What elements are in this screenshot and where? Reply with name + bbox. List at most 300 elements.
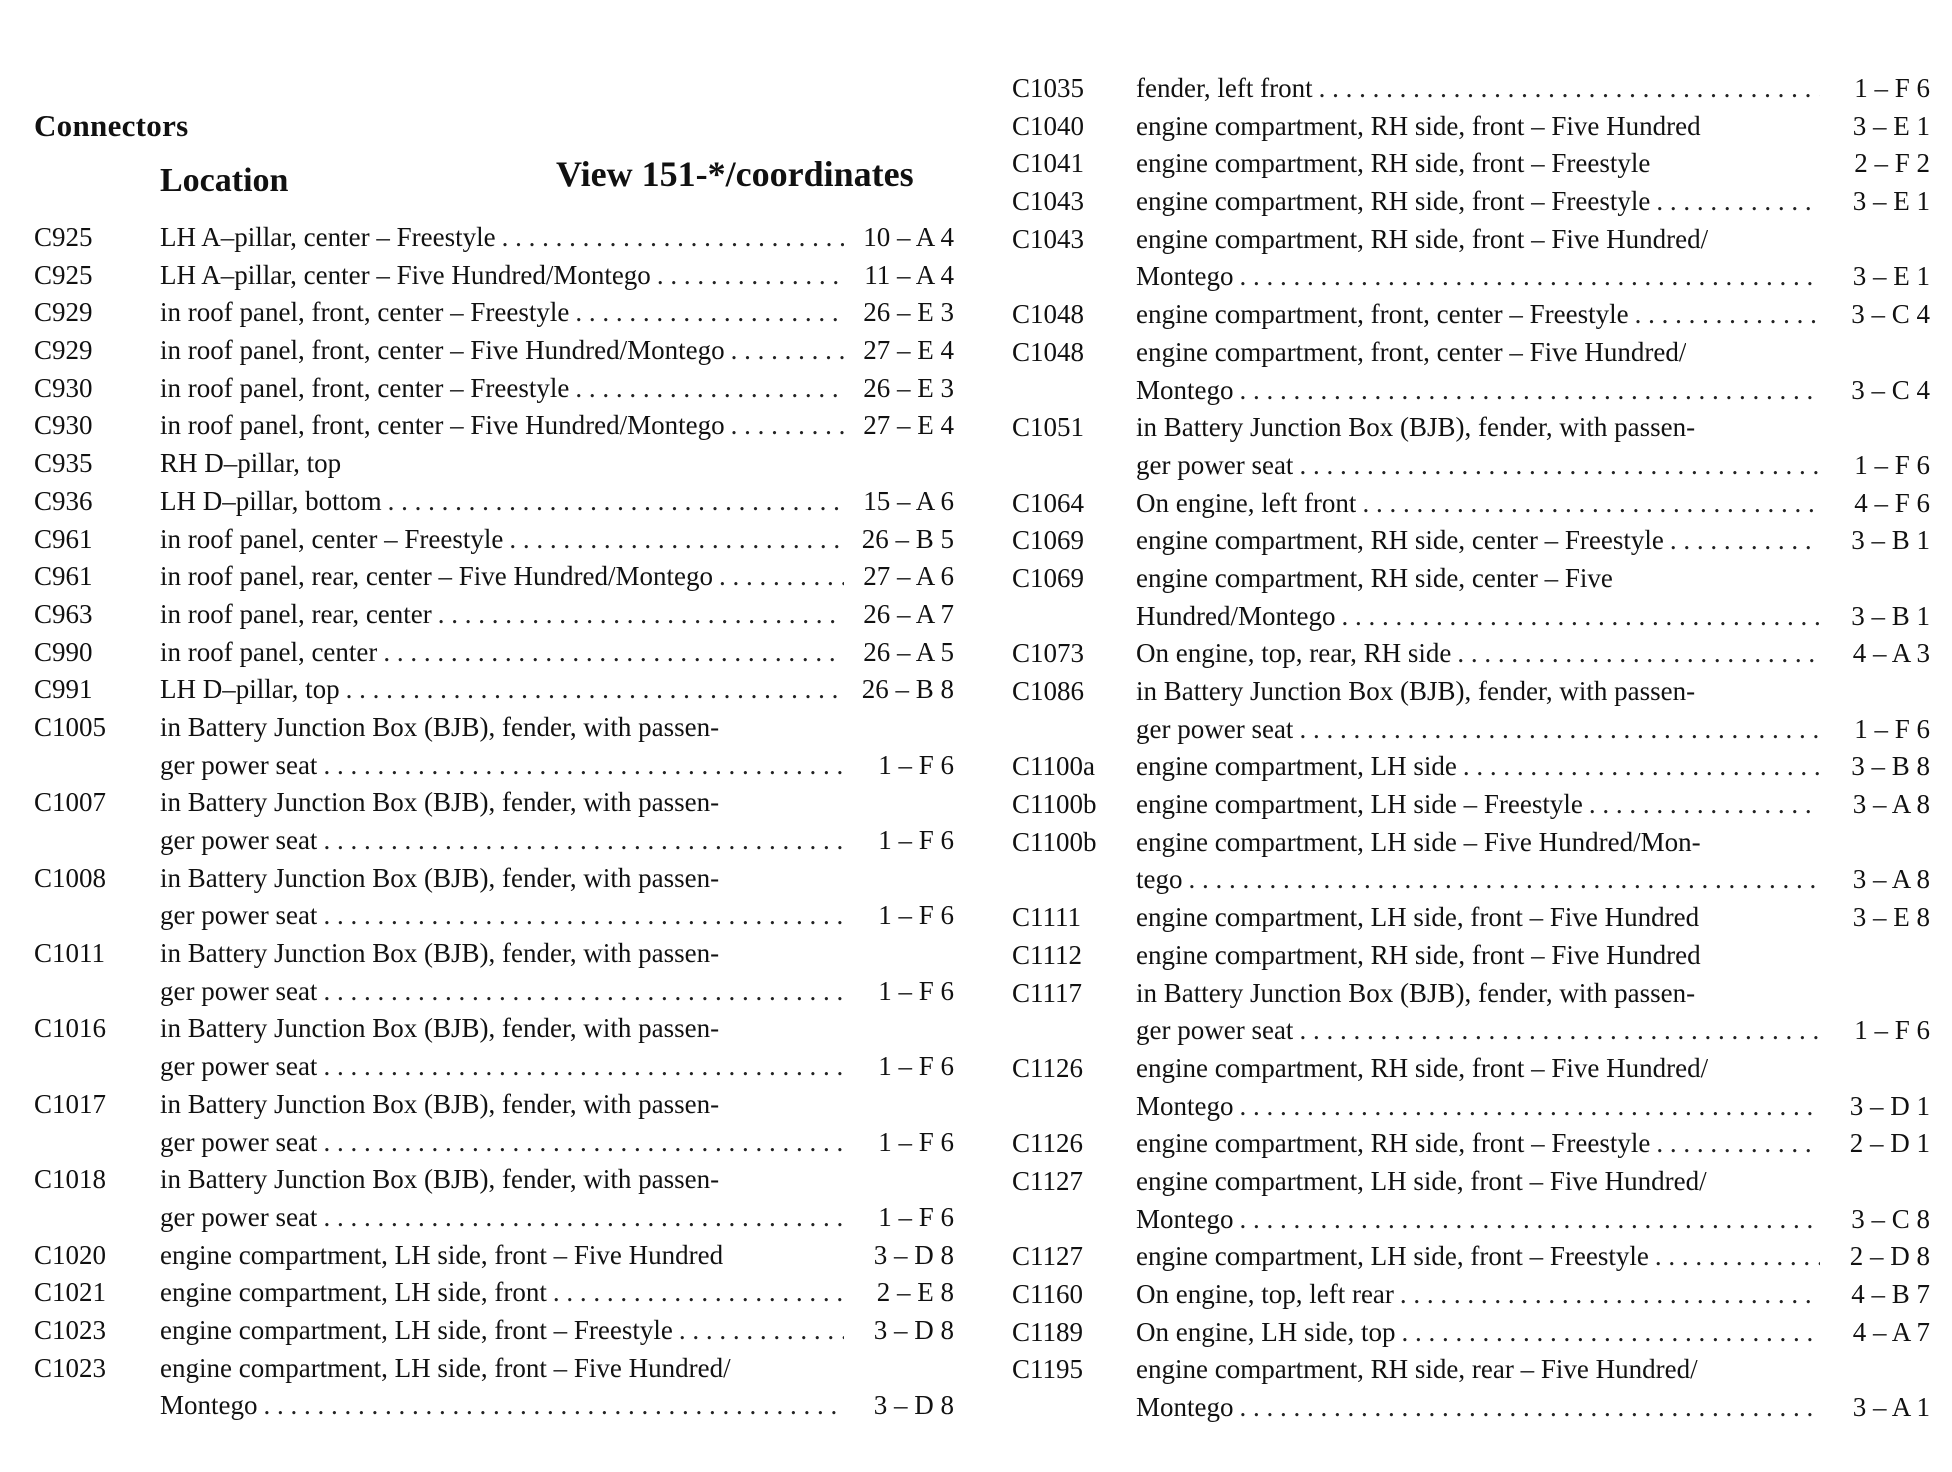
view-coordinate: 26 – B 8	[861, 674, 954, 705]
location-cell	[1136, 70, 1826, 108]
connector-code: C1040	[1012, 110, 1085, 141]
connector-code: C1048	[1012, 299, 1085, 330]
view-coordinate: 11 – A 4	[864, 259, 954, 290]
view-coordinate: 4 – B 7	[1851, 1279, 1930, 1309]
location-cell	[1136, 296, 1826, 334]
dot-leader	[1401, 1314, 1820, 1352]
dot-leader	[323, 1124, 844, 1162]
connector-entry	[34, 219, 954, 257]
connector-location: engine compartment, RH side, front – Freestyle	[1136, 148, 1651, 179]
connector-location: ger power seat	[160, 825, 318, 855]
connector-entry-line	[1012, 70, 1932, 108]
connector-location: engine compartment, RH side, front – Five Hundred/	[1136, 223, 1709, 254]
location-cell	[1136, 258, 1826, 296]
connector-entry	[1012, 673, 1932, 748]
connector-entry-line	[34, 1010, 954, 1048]
location-cell	[160, 521, 850, 559]
connector-location: Montego	[1136, 374, 1234, 405]
connector-location: Montego	[1136, 1392, 1234, 1423]
connector-entry-line	[1012, 975, 1932, 1013]
connector-code: C1020	[34, 1239, 107, 1270]
connector-entry-line	[34, 747, 954, 785]
connector-entry	[34, 1010, 954, 1085]
connector-entry-line	[34, 709, 954, 747]
connector-entry	[34, 784, 954, 859]
connector-entry-line	[34, 860, 954, 898]
location-cell	[1136, 1314, 1826, 1352]
connector-code: C1195	[1012, 1354, 1084, 1385]
connector-location: engine compartment, LH side, front – Five Hundred	[1136, 902, 1700, 933]
connector-entry	[1012, 70, 1932, 108]
connector-code: C1189	[1012, 1316, 1084, 1347]
connector-entry	[34, 332, 954, 370]
connector-location: Hundred/Montego	[1136, 600, 1336, 631]
connector-entry-line	[34, 1086, 954, 1124]
connector-location: ger power seat	[1136, 449, 1294, 480]
location-cell	[1136, 409, 1826, 447]
location-cell	[160, 1048, 850, 1086]
connector-entry	[1012, 824, 1932, 899]
view-coordinate: 3 – A 8	[1852, 864, 1930, 895]
connector-entry	[34, 671, 954, 709]
location-cell	[160, 407, 850, 445]
dot-leader	[719, 558, 844, 596]
connector-list-left	[34, 219, 954, 1425]
connector-location: LH A–pillar, center – Five Hundred/Montego	[160, 259, 651, 290]
view-coordinate: 26 – B 5	[861, 523, 954, 554]
view-coordinate: 3 – D 8	[873, 1390, 954, 1421]
location-cell	[1136, 1125, 1826, 1163]
view-coordinate: 1 – F 6	[878, 1201, 954, 1232]
location-cell	[1136, 372, 1826, 410]
connector-code: C1043	[1012, 186, 1085, 217]
connector-code: C935	[34, 448, 93, 479]
location-cell	[1136, 1389, 1826, 1427]
dot-leader	[323, 1199, 844, 1237]
connector-entry-line	[1012, 485, 1932, 523]
location-cell	[160, 1350, 850, 1388]
dot-leader	[323, 822, 844, 860]
connector-entry-line	[1012, 598, 1932, 636]
connector-entry	[1012, 635, 1932, 673]
view-coordinate: 3 – C 8	[1851, 1203, 1930, 1234]
connector-location: engine compartment, LH side	[1136, 751, 1457, 782]
connector-entry	[34, 935, 954, 1010]
connector-entry-line	[1012, 1314, 1932, 1352]
connector-location: in roof panel, center	[160, 636, 378, 667]
connector-location: fender, left front	[1136, 73, 1313, 103]
connector-code: C930	[34, 372, 93, 403]
connector-entry	[1012, 485, 1932, 523]
connector-entry	[1012, 1050, 1932, 1125]
dot-leader	[1189, 861, 1821, 899]
connector-entry-line	[1012, 1201, 1932, 1239]
connector-code: C1043	[1012, 223, 1085, 254]
view-coordinate: 1 – F 6	[1854, 1015, 1930, 1046]
connector-code: C1021	[34, 1277, 107, 1308]
connector-entry-line	[1012, 748, 1932, 786]
connector-entry-line	[34, 521, 954, 559]
view-coordinate: 15 – A 6	[863, 485, 954, 516]
view-coordinate: 3 – C 4	[1851, 299, 1930, 330]
dot-leader	[1635, 296, 1820, 334]
dot-leader	[657, 257, 844, 295]
connector-location: engine compartment, LH side, front – Five Hundred/	[1136, 1165, 1707, 1196]
view-coordinate: 27 – A 6	[863, 561, 954, 592]
dot-leader	[1299, 447, 1820, 485]
connector-code: C1023	[34, 1314, 107, 1345]
dot-leader	[323, 747, 844, 785]
view-coordinate: 3 – A 1	[1852, 1392, 1930, 1423]
connector-code: C1086	[1012, 676, 1085, 706]
connector-location: engine compartment, LH side, front	[160, 1277, 547, 1308]
location-cell	[1136, 975, 1826, 1013]
view-coordinate: 26 – A 7	[863, 598, 954, 629]
location-cell	[160, 747, 850, 785]
dot-leader	[575, 370, 844, 408]
connector-entry	[1012, 108, 1932, 146]
location-cell	[1136, 1163, 1826, 1201]
connector-location: engine compartment, front, center – Five Hundred/	[1136, 336, 1687, 367]
dot-leader	[1240, 1088, 1821, 1126]
connector-code: C1160	[1012, 1279, 1084, 1309]
connector-entry-line	[34, 483, 954, 521]
connector-entry-line	[34, 332, 954, 370]
connector-entry-line	[1012, 372, 1932, 410]
connector-code: C1051	[1012, 412, 1085, 443]
connector-code: C1007	[34, 787, 107, 818]
connector-entry-line	[34, 935, 954, 973]
connector-entry-line	[1012, 824, 1932, 862]
view-coordinate: 10 – A 4	[863, 222, 954, 252]
view-coordinate: 2 – D 1	[1849, 1128, 1930, 1159]
connector-location: Montego	[1136, 1090, 1234, 1121]
connector-location: engine compartment, RH side, center – Five	[1136, 562, 1613, 593]
connector-code: C1126	[1012, 1052, 1084, 1083]
connector-entry-line	[34, 1312, 954, 1350]
location-cell	[1136, 1088, 1826, 1126]
connector-entry-line	[34, 445, 954, 483]
connector-entry	[1012, 221, 1932, 296]
dot-leader	[323, 1048, 844, 1086]
location-cell	[1136, 183, 1826, 221]
connector-location: engine compartment, RH side, front – Five Hundred	[1136, 939, 1701, 970]
view-coordinate: 1 – F 6	[878, 749, 954, 780]
connector-location: engine compartment, RH side, rear – Five Hundred/	[1136, 1354, 1698, 1385]
view-coordinate: 3 – A 8	[1852, 789, 1930, 820]
location-cell	[1136, 560, 1826, 598]
connector-entry-line	[1012, 447, 1932, 485]
dot-leader	[383, 634, 844, 672]
connector-location: RH D–pillar, top	[160, 448, 342, 479]
connector-code: C990	[34, 636, 93, 667]
connector-entry	[1012, 145, 1932, 183]
connector-entry-line	[34, 257, 954, 295]
view-coordinate: 1 – F 6	[1854, 73, 1930, 103]
connector-entry	[34, 1312, 954, 1350]
connector-entry-line	[34, 1124, 954, 1162]
connector-location: in roof panel, front, center – Freestyle	[160, 297, 570, 328]
connector-code: C961	[34, 561, 93, 592]
connector-entry-line	[34, 294, 954, 332]
view-coordinate: 3 – B 1	[1851, 525, 1930, 556]
location-cell	[160, 332, 850, 370]
connector-entry-line	[34, 1161, 954, 1199]
connector-code: C991	[34, 674, 93, 705]
view-coordinate: 27 – E 4	[863, 335, 954, 366]
location-cell	[160, 483, 850, 521]
connector-code: C1100b	[1012, 789, 1097, 820]
dot-leader	[1341, 598, 1820, 636]
location-cell	[1136, 899, 1826, 937]
connector-location: in Battery Junction Box (BJB), fender, with passen-	[160, 862, 720, 893]
connector-code: C1100b	[1012, 826, 1097, 857]
connector-entry	[34, 521, 954, 559]
connector-location: engine compartment, RH side, front – Freestyle	[1136, 1128, 1651, 1159]
connector-location: in Battery Junction Box (BJB), fender, with passen-	[160, 1088, 720, 1119]
location-cell	[1136, 334, 1826, 372]
connector-code: C1117	[1012, 977, 1083, 1008]
view-coordinate: 1 – F 6	[878, 975, 954, 1006]
connector-entry-line	[34, 671, 954, 709]
dot-leader	[1240, 258, 1821, 296]
view-coordinate: 1 – F 6	[1854, 449, 1930, 480]
view-coordinate: 3 – B 8	[1851, 751, 1930, 782]
connector-entry	[1012, 786, 1932, 824]
connector-entry-line	[1012, 1050, 1932, 1088]
connector-location: in Battery Junction Box (BJB), fender, with passen-	[160, 1013, 720, 1044]
location-cell	[160, 445, 850, 483]
connector-code: C1127	[1012, 1241, 1084, 1272]
view-coordinate: 26 – E 3	[863, 372, 954, 403]
location-cell	[160, 634, 850, 672]
dot-leader	[323, 897, 844, 935]
location-cell	[160, 822, 850, 860]
view-coordinate: 3 – E 8	[1852, 902, 1930, 933]
view-coordinate: 1 – F 6	[878, 1051, 954, 1082]
location-cell	[160, 1312, 850, 1350]
location-cell	[1136, 522, 1826, 560]
connector-entry	[34, 860, 954, 935]
connector-entry	[34, 558, 954, 596]
dot-leader	[438, 596, 844, 634]
dot-leader	[509, 521, 844, 559]
connector-code: C961	[34, 523, 93, 554]
dot-leader	[1362, 485, 1820, 523]
section-title: Connectors	[34, 108, 189, 143]
location-cell	[1136, 108, 1826, 146]
connector-entry-line	[34, 1237, 954, 1275]
location-cell	[1136, 748, 1826, 786]
connector-location: engine compartment, LH side, front – Freestyle	[160, 1314, 673, 1345]
location-cell	[1136, 635, 1826, 673]
view-coordinate: 3 – D 8	[873, 1239, 954, 1270]
connector-entry	[1012, 1163, 1932, 1238]
location-cell	[1136, 145, 1826, 183]
connector-location: engine compartment, RH side, front – Five Hundred/	[1136, 1052, 1709, 1083]
location-cell	[160, 294, 850, 332]
location-cell	[1136, 1201, 1826, 1239]
dot-leader	[388, 483, 844, 521]
location-cell	[160, 257, 850, 295]
connector-code: C1111	[1012, 902, 1082, 933]
location-cell	[1136, 447, 1826, 485]
connector-entry-line	[34, 1199, 954, 1237]
location-cell	[1136, 673, 1826, 711]
connector-entry-line	[1012, 560, 1932, 598]
connector-code: C1100a	[1012, 751, 1095, 782]
view-coordinate: 1 – F 6	[1854, 713, 1930, 744]
connector-entry	[1012, 409, 1932, 484]
connector-entry-line	[1012, 711, 1932, 749]
location-cell	[160, 558, 850, 596]
location-cell	[160, 671, 850, 709]
connector-location: On engine, LH side, top	[1136, 1316, 1396, 1347]
location-cell	[160, 370, 850, 408]
dot-leader	[575, 294, 844, 332]
connector-location: On engine, left front	[1136, 487, 1357, 518]
connector-code: C936	[34, 485, 93, 516]
connector-entry	[1012, 748, 1932, 786]
connector-location: ger power seat	[160, 1126, 318, 1157]
connector-code: C1011	[34, 938, 106, 969]
dot-leader	[679, 1312, 844, 1350]
dot-leader	[1670, 522, 1820, 560]
location-cell	[160, 1274, 850, 1312]
connector-code: C1069	[1012, 562, 1085, 593]
connector-entry-line	[1012, 1351, 1932, 1389]
connector-location: engine compartment, RH side, center – Freestyle	[1136, 525, 1664, 556]
connector-location: ger power seat	[160, 749, 318, 780]
connector-location: in Battery Junction Box (BJB), fender, with passen-	[160, 938, 720, 969]
location-cell	[1136, 937, 1826, 975]
view-coordinate: 2 – E 8	[876, 1277, 954, 1308]
connector-code: C1008	[34, 862, 107, 893]
location-cell	[160, 1010, 850, 1048]
connector-entry	[34, 634, 954, 672]
dot-leader	[1457, 635, 1820, 673]
connector-entry-line	[1012, 145, 1932, 183]
connector-code: C1064	[1012, 487, 1085, 518]
connector-code: C925	[34, 222, 93, 252]
location-cell	[1136, 1276, 1826, 1314]
location-cell	[160, 897, 850, 935]
dot-leader	[346, 671, 844, 709]
dot-leader	[1240, 1389, 1821, 1427]
dot-leader	[1319, 70, 1820, 108]
connector-location: tego	[1136, 864, 1183, 895]
connector-location: LH A–pillar, center – Freestyle	[160, 222, 496, 252]
connector-entry	[1012, 522, 1932, 560]
dot-leader	[1589, 786, 1820, 824]
connector-location: ger power seat	[1136, 1015, 1294, 1046]
view-coordinates-column-header: View 151-*/coordinates	[556, 154, 914, 194]
connector-entry-line	[1012, 937, 1932, 975]
location-cell	[1136, 221, 1826, 259]
location-cell	[1136, 485, 1826, 523]
location-cell	[160, 1387, 850, 1425]
view-coordinate: 2 – F 2	[1854, 148, 1930, 179]
dot-leader	[1655, 1238, 1820, 1276]
connector-entry-line	[1012, 673, 1932, 711]
connector-entry	[1012, 1238, 1932, 1276]
connector-entry	[1012, 937, 1932, 975]
connector-location: ger power seat	[160, 900, 318, 931]
dot-leader	[1299, 711, 1820, 749]
location-cell	[1136, 1351, 1826, 1389]
dot-leader	[1299, 1012, 1820, 1050]
connector-entry-line	[1012, 221, 1932, 259]
connector-entry	[1012, 975, 1932, 1050]
connector-entry-line	[34, 407, 954, 445]
connector-entry	[34, 1086, 954, 1161]
dot-leader	[1656, 1125, 1820, 1163]
view-coordinate: 4 – F 6	[1854, 487, 1930, 518]
connector-entry	[34, 257, 954, 295]
view-coordinate: 3 – C 4	[1851, 374, 1930, 405]
connector-code: C925	[34, 259, 93, 290]
connector-entry-line	[1012, 334, 1932, 372]
connector-code: C1048	[1012, 336, 1085, 367]
connector-entry-line	[1012, 1088, 1932, 1126]
connector-entry	[1012, 1314, 1932, 1352]
connector-code: C1023	[34, 1352, 107, 1383]
location-cell	[1136, 1238, 1826, 1276]
dot-leader	[1240, 372, 1821, 410]
connector-entry-line	[1012, 183, 1932, 221]
connector-location: in roof panel, rear, center – Five Hundred/Montego	[160, 561, 713, 592]
view-coordinate: 3 – D 1	[1849, 1090, 1930, 1121]
view-coordinate: 3 – E 1	[1852, 186, 1930, 217]
connector-location: engine compartment, RH side, front – Freestyle	[1136, 186, 1651, 217]
connector-location: in Battery Junction Box (BJB), fender, with passen-	[160, 1164, 720, 1195]
connector-code: C1018	[34, 1164, 107, 1195]
view-coordinate: 4 – A 7	[1852, 1316, 1930, 1347]
connector-location: in Battery Junction Box (BJB), fender, with passen-	[1136, 412, 1696, 443]
connector-code: C1127	[1012, 1165, 1084, 1196]
connector-location: engine compartment, LH side – Freestyle	[1136, 789, 1583, 820]
view-coordinate: 1 – F 6	[878, 825, 954, 855]
connector-location: Montego	[1136, 261, 1234, 292]
connector-location: in roof panel, center – Freestyle	[160, 523, 504, 554]
connector-entry	[34, 1237, 954, 1275]
view-coordinate: 4 – A 3	[1852, 638, 1930, 669]
connector-entry	[34, 1350, 954, 1425]
dot-leader	[731, 332, 844, 370]
view-coordinate: 1 – F 6	[878, 900, 954, 931]
connector-entry	[1012, 296, 1932, 334]
connector-location: ger power seat	[160, 975, 318, 1006]
dot-leader	[323, 973, 844, 1011]
connector-location: in Battery Junction Box (BJB), fender, with passen-	[1136, 977, 1696, 1008]
location-cell	[1136, 861, 1826, 899]
connector-entry-line	[34, 634, 954, 672]
connector-entry	[1012, 334, 1932, 409]
connector-entry	[34, 1274, 954, 1312]
location-cell	[160, 784, 850, 822]
dot-leader	[553, 1274, 844, 1312]
location-cell	[160, 219, 850, 257]
connector-entry-line	[34, 1274, 954, 1312]
connector-code: C1073	[1012, 638, 1085, 669]
connector-entry-line	[34, 558, 954, 596]
connector-entry-line	[34, 1387, 954, 1425]
dot-leader	[1656, 183, 1820, 221]
connector-location: engine compartment, RH side, front – Five Hundred	[1136, 110, 1701, 141]
dot-leader	[1463, 748, 1820, 786]
view-coordinate: 3 – D 8	[873, 1314, 954, 1345]
connector-location: in roof panel, front, center – Five Hundred/Montego	[160, 335, 725, 366]
